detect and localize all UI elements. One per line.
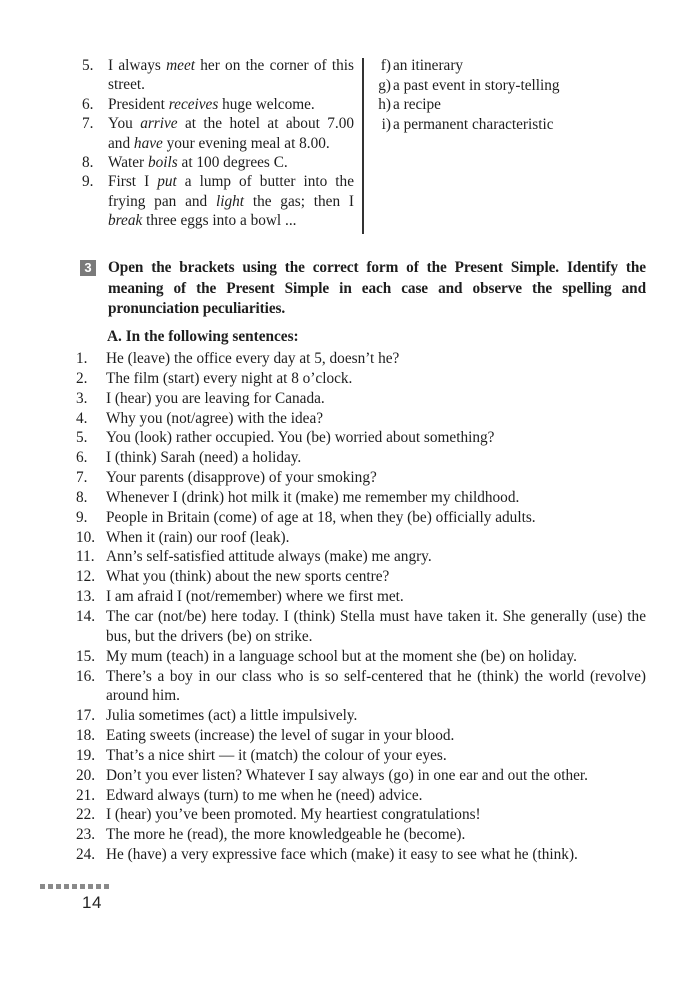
- item-number: 5.: [82, 57, 94, 74]
- sentence-item: [76, 726, 646, 746]
- matching-left-column: [82, 56, 354, 231]
- matching-sentence: [82, 114, 354, 153]
- sentence-number: 22.: [76, 806, 96, 824]
- sentence-number: 9.: [76, 508, 88, 526]
- sentence-text: I (think) Sarah (need) a holiday.: [106, 449, 302, 467]
- sentence-text: What you (think) about the new sports centre?: [106, 568, 390, 586]
- sentence-number: 12.: [76, 568, 96, 586]
- sentence-number: 23.: [76, 826, 96, 844]
- sentence-number: 7.: [76, 469, 88, 487]
- sentence-item: [76, 448, 646, 468]
- sentence-text: three eggs into a bowl ...: [142, 212, 297, 230]
- sentence-text: The more he (read), the more knowledgeable he (become).: [106, 826, 466, 844]
- sentence-item: [76, 508, 646, 528]
- sentence-text: at the hotel at about 7.00 and: [108, 115, 354, 152]
- sentence-text: There’s a boy in our class who is so self-centered that he (think) the world (revolve) around him.: [106, 667, 646, 705]
- sentence-item: [76, 746, 646, 766]
- sentence-text: I always: [108, 57, 167, 74]
- matching-meaning: [374, 115, 664, 135]
- sentence-item: [76, 389, 646, 409]
- sentence-text: the gas; then I: [244, 192, 354, 210]
- page-number: 14: [82, 893, 102, 912]
- meaning-text: a recipe: [393, 96, 441, 114]
- matching-sentence: [82, 95, 354, 114]
- sentence-number: 4.: [76, 409, 88, 427]
- sentence-text: That’s a nice shirt — it (match) the colour of your eyes.: [106, 746, 447, 764]
- sentence-text: President: [108, 95, 169, 113]
- meaning-text: a permanent characteristic: [393, 115, 554, 133]
- sentence-number: 20.: [76, 766, 96, 784]
- item-letter: i): [381, 115, 391, 133]
- sentence-text: When it (rain) our roof (leak).: [106, 528, 290, 546]
- sentence-number: 18.: [76, 727, 96, 745]
- sentence-number: 21.: [76, 786, 96, 804]
- sentence-item: [76, 468, 646, 488]
- sentence-item: [76, 647, 646, 667]
- footer-dot: [80, 884, 85, 889]
- italic-verb: meet: [166, 57, 195, 74]
- sentence-text: I (hear) you’ve been promoted. My heartiest congratulations!: [106, 806, 481, 824]
- sentence-number: 24.: [76, 846, 96, 864]
- column-divider: [362, 58, 364, 234]
- sentence-text: Why you (not/agree) with the idea?: [106, 409, 324, 427]
- sentence-item: [76, 349, 646, 369]
- sentence-text: People in Britain (come) of age at 18, when they (be) officially adults.: [106, 508, 536, 526]
- item-number: 6.: [82, 95, 94, 113]
- sentence-item: [76, 607, 646, 647]
- footer-dot: [48, 884, 53, 889]
- sentence-number: 19.: [76, 746, 96, 764]
- sentence-item: [76, 587, 646, 607]
- sentence-list: [76, 349, 646, 865]
- sentence-item: [76, 706, 646, 726]
- item-letter: f): [380, 57, 391, 74]
- sentence-text: He (have) a very expressive face which (make) it easy to see what he (think).: [106, 846, 578, 864]
- matching-meaning: [374, 76, 664, 96]
- sentence-number: 16.: [76, 667, 96, 685]
- italic-verb: arrive: [140, 115, 178, 133]
- item-letter: g): [378, 76, 391, 94]
- sentence-number: 11.: [76, 548, 95, 566]
- sentence-number: 15.: [76, 647, 96, 665]
- item-number: 9.: [82, 173, 94, 191]
- sentence-text: First I: [108, 173, 158, 191]
- sentence-number: 6.: [76, 449, 88, 467]
- exercise-instruction: Open the brackets using the correct form of the Present Simple. Identify the meaning of the Present Simple in each case and observe the spelling and pronunciation peculiarities.: [108, 259, 646, 317]
- matching-exercise: [82, 56, 662, 236]
- matching-sentence: [82, 153, 354, 172]
- sentence-text: at 100 degrees C.: [177, 154, 288, 172]
- matching-sentence: [82, 172, 354, 230]
- sentence-item: [76, 786, 646, 806]
- sentence-number: 1.: [76, 350, 88, 367]
- item-letter: h): [378, 96, 391, 114]
- sentence-item: [76, 667, 646, 707]
- exercise-subheading: A. In the following sentences:: [107, 328, 299, 345]
- sentence-item: [76, 409, 646, 429]
- sentence-text: He (leave) the office every day at 5, doesn’t he?: [106, 350, 400, 367]
- italic-verb: boils: [147, 154, 178, 172]
- sentence-text: The car (not/be) here today. I (think) Stella must have taken it. She generally (use) the bus, but the drivers (be) on strike.: [106, 607, 646, 645]
- sentence-number: 17.: [76, 707, 96, 725]
- footer-dot: [40, 884, 45, 889]
- sentence-text: Eating sweets (increase) the level of sugar in your blood.: [106, 727, 455, 745]
- sentence-number: 10.: [76, 528, 96, 546]
- sentence-item: [76, 805, 646, 825]
- sentence-text: Water: [108, 154, 148, 172]
- sentence-text: You (look) rather occupied. You (be) worried about something?: [106, 429, 495, 447]
- sentence-item: [76, 825, 646, 845]
- sentence-item: [76, 845, 646, 865]
- italic-verb: light: [215, 192, 245, 210]
- italic-verb: receives: [168, 95, 219, 113]
- sentence-number: 2.: [76, 369, 88, 387]
- italic-verb: have: [133, 134, 163, 152]
- meaning-text: a past event in story-telling: [393, 76, 560, 94]
- footer-dot: [56, 884, 61, 889]
- item-number: 7.: [82, 115, 94, 133]
- sentence-item: [76, 369, 646, 389]
- sentence-item: [76, 766, 646, 786]
- matching-meaning: [374, 56, 664, 76]
- footer-dot: [72, 884, 77, 889]
- sentence-text: My mum (teach) in a language school but at the moment she (be) on holiday.: [106, 647, 577, 665]
- sentence-number: 5.: [76, 429, 88, 447]
- sentence-text: her on the corner of this street.: [108, 57, 354, 94]
- exercise-number-badge: 3: [80, 260, 96, 276]
- sentence-text: a lump of butter into the frying pan and: [108, 173, 354, 210]
- sentence-text: your evening meal at 8.00.: [162, 134, 330, 152]
- matching-right-column: [374, 56, 664, 134]
- sentence-number: 14.: [76, 607, 96, 625]
- sentence-item: [76, 567, 646, 587]
- sentence-text: Ann’s self-satisfied attitude always (make) me angry.: [106, 548, 432, 566]
- sentence-item: [76, 428, 646, 448]
- sentence-item: [76, 528, 646, 548]
- exercise-header: [80, 258, 646, 320]
- footer-dot-decoration: [40, 884, 109, 889]
- sentence-text: I am afraid I (not/remember) where we first met.: [106, 588, 404, 606]
- sentence-text: huge welcome.: [218, 95, 315, 113]
- sentence-text: You: [108, 115, 141, 133]
- italic-verb: break: [108, 212, 143, 230]
- item-number: 8.: [82, 154, 94, 172]
- sentence-number: 8.: [76, 488, 88, 506]
- sentence-text: Your parents (disapprove) of your smoking?: [106, 469, 377, 487]
- footer-dot: [64, 884, 69, 889]
- matching-meaning: [374, 95, 664, 115]
- sentence-number: 13.: [76, 588, 96, 606]
- sentence-text: Whenever I (drink) hot milk it (make) me remember my childhood.: [106, 488, 520, 506]
- matching-sentence: [82, 56, 354, 95]
- sentence-text: I (hear) you are leaving for Canada.: [106, 389, 325, 407]
- italic-verb: put: [157, 173, 177, 191]
- meaning-text: an itinerary: [393, 57, 464, 74]
- footer-dot: [104, 884, 109, 889]
- sentence-text: Julia sometimes (act) a little impulsively.: [106, 707, 358, 725]
- footer-dot: [88, 884, 93, 889]
- sentence-text: The film (start) every night at 8 o’clock.: [106, 369, 353, 387]
- footer-dot: [96, 884, 101, 889]
- sentence-text: Don’t you ever listen? Whatever I say always (go) in one ear and out the other.: [106, 766, 588, 784]
- sentence-text: Edward always (turn) to me when he (need) advice.: [106, 786, 423, 804]
- sentence-number: 3.: [76, 389, 88, 407]
- sentence-item: [76, 488, 646, 508]
- sentence-item: [76, 547, 646, 567]
